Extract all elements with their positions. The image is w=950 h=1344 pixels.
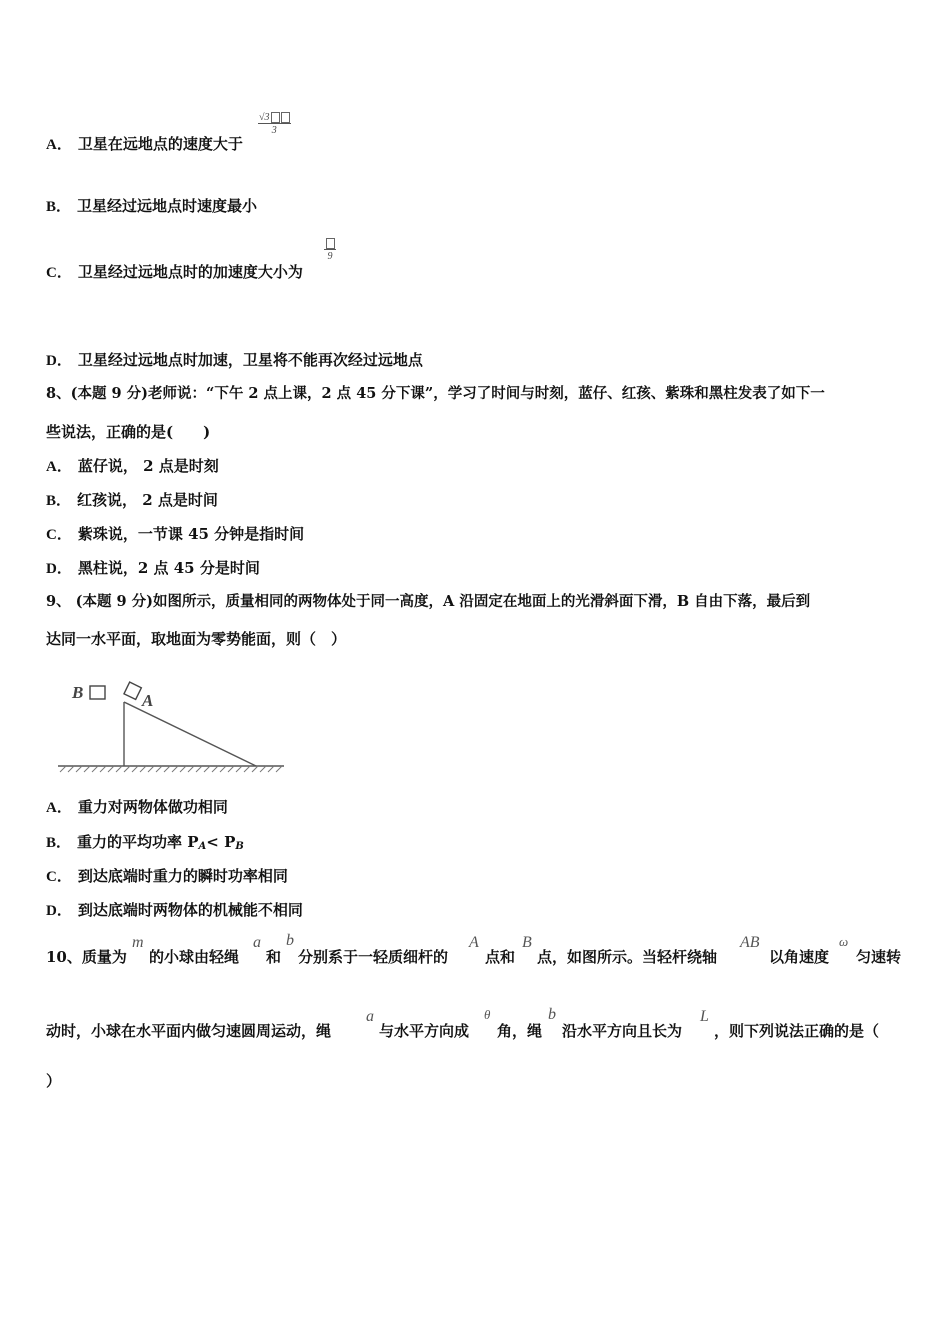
q8-option-b xyxy=(46,490,218,511)
q9-option-d xyxy=(46,900,303,921)
incline-figure xyxy=(56,676,288,784)
option-letter: B． xyxy=(46,493,72,509)
option-text: 到达底端时重力的瞬时功率相同 xyxy=(77,867,288,885)
option-text: 卫星经过远地点时的加速度大小为 xyxy=(77,263,303,281)
option-letter: C． xyxy=(46,869,72,885)
symbol-b: b xyxy=(286,932,294,949)
q7-option-d xyxy=(46,350,423,371)
symbol-L: L xyxy=(700,1008,709,1025)
block-a xyxy=(124,682,141,699)
q9-option-a xyxy=(46,797,228,818)
option-letter: B． xyxy=(46,835,72,851)
q10-line2-text-3: 角，绳 xyxy=(497,1022,543,1040)
q7-option-c xyxy=(46,262,303,283)
label-a: A xyxy=(142,691,154,710)
q10-text-1: 10、质量为 xyxy=(46,948,127,966)
block-b xyxy=(90,686,105,699)
formula-denominator: 9 xyxy=(327,251,333,263)
option-text: 紫珠说，一节课 45 分钟是指时间 xyxy=(77,525,305,543)
option-text-mid: < P xyxy=(206,833,236,851)
option-letter: B． xyxy=(46,199,72,215)
q10-text-6: 点，如图所示。当轻杆绕轴 xyxy=(537,948,718,966)
symbol-omega: ω xyxy=(839,934,849,949)
option-letter: A． xyxy=(46,459,72,475)
option-text: 到达底端时两物体的机械能不相同 xyxy=(77,901,303,919)
subscript-a: A xyxy=(198,841,207,852)
q7-option-b xyxy=(46,196,257,217)
q9-option-b xyxy=(46,832,244,857)
incline-hypotenuse xyxy=(124,702,256,766)
formula-numerator xyxy=(324,238,336,250)
q10-text-2: 的小球由轻绳 xyxy=(149,948,240,966)
q8-stem-line1: 8、(本题 9 分)老师说：“下午 2 点上课，2 点 45 分下课”，学习了时间与时刻，蓝仔、红孩、紫珠和黑柱发表了如下一 xyxy=(46,385,825,402)
option-text: 重力对两物体做功相同 xyxy=(77,798,228,816)
symbol-AB: AB xyxy=(740,934,760,951)
option-letter: C． xyxy=(46,265,72,281)
symbol-b-2: b xyxy=(548,1006,556,1023)
subscript-b: B xyxy=(235,841,244,852)
q9-stem-line1: 9、 (本题 9 分)如图所示，质量相同的两物体处于同一高度，A 沿固定在地面上的光滑斜面下滑，B 自由下落，最后到 xyxy=(46,593,811,610)
q10-text-8: 匀速转 xyxy=(856,948,902,966)
q10-text-7: 以角速度 xyxy=(769,948,830,966)
q7-a-formula xyxy=(258,112,291,136)
option-letter: D． xyxy=(46,353,72,369)
option-text: 蓝仔说， 2 点是时刻 xyxy=(77,457,219,475)
q10-line2-text-2: 与水平方向成 xyxy=(379,1022,470,1040)
q10-line3: ） xyxy=(46,1072,62,1090)
q10-text-3: 和 xyxy=(266,948,282,966)
symbol-A: A xyxy=(469,934,479,951)
symbol-m: m xyxy=(132,934,144,951)
q8-option-d xyxy=(46,558,260,579)
q9-stem-line2: 达同一水平面，取地面为零势能面，则（ ） xyxy=(46,630,347,648)
q7-c-formula xyxy=(324,238,336,262)
option-text: 卫星经过远地点时加速，卫星将不能再次经过远地点 xyxy=(77,351,423,369)
option-text: 黑柱说，2 点 45 分是时间 xyxy=(77,559,260,577)
option-text: 重力的平均功率 P xyxy=(77,833,199,851)
q10-line2-text-5: ，则下列说法正确的是（ xyxy=(714,1022,880,1040)
option-letter: D． xyxy=(46,561,72,577)
q9-option-c xyxy=(46,866,288,887)
formula-denominator: 3 xyxy=(271,125,277,137)
symbol-B: B xyxy=(522,934,532,951)
formula-numerator: √3 xyxy=(258,112,291,124)
q10-text-4: 分别系于一轻质细杆的 xyxy=(298,948,449,966)
label-b: B xyxy=(72,683,84,702)
option-letter: D． xyxy=(46,903,72,919)
symbol-a: a xyxy=(253,934,261,951)
option-letter: A． xyxy=(46,800,72,816)
q8-option-a xyxy=(46,456,219,477)
ground-hatching xyxy=(60,766,282,772)
symbol-theta: θ xyxy=(484,1007,491,1022)
q10-line2-text-4: 沿水平方向且长为 xyxy=(562,1022,683,1040)
option-letter: A． xyxy=(46,137,72,153)
option-text: 卫星经过远地点时速度最小 xyxy=(77,197,258,215)
option-letter: C． xyxy=(46,527,72,543)
q8-option-c xyxy=(46,524,304,545)
q10-text-5: 点和 xyxy=(485,948,516,966)
q8-stem-line2: 些说法，正确的是( ) xyxy=(46,423,211,441)
q10-line2-text-1: 动时，小球在水平面内做匀速圆周运动，绳 xyxy=(46,1022,332,1040)
incline-diagram xyxy=(56,676,288,780)
symbol-a-2: a xyxy=(366,1008,374,1025)
option-text: 红孩说， 2 点是时间 xyxy=(77,491,218,509)
option-text: 卫星在远地点的速度大于 xyxy=(77,135,243,153)
q7-option-a xyxy=(46,134,243,155)
